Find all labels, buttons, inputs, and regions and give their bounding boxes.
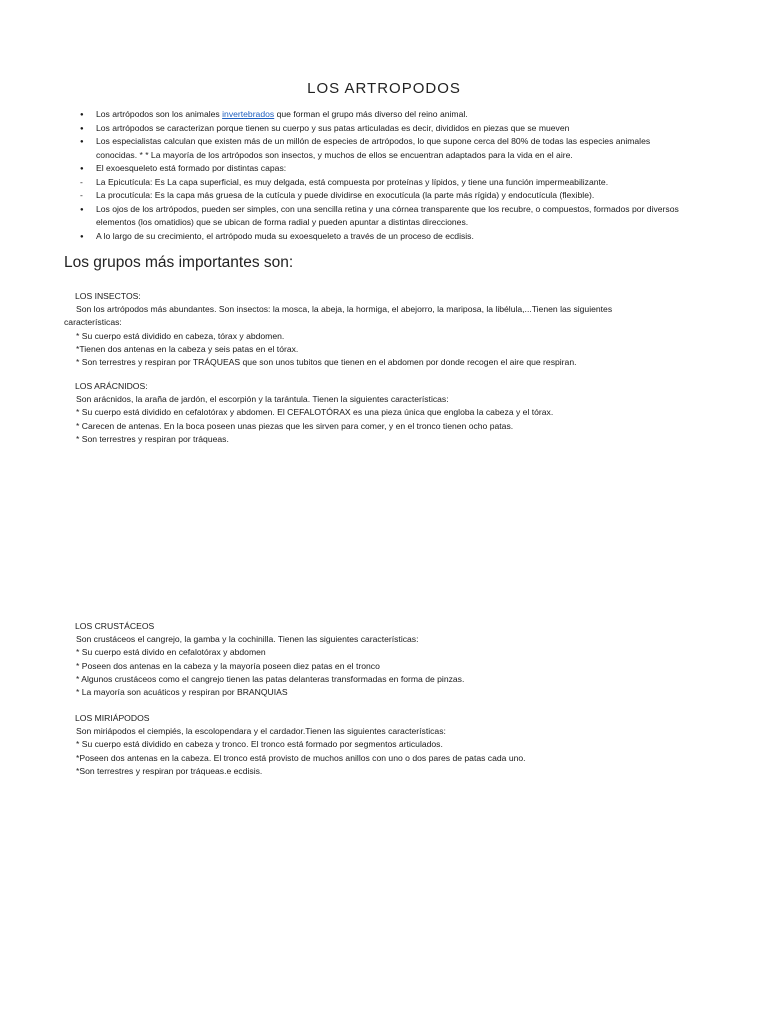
item-text: Los especialistas calculan que existen más de un millón de especies de artrópodos, lo que supone cerca del 80% de todas las especies animales conocidas. * * La mayoría de los artrópodos son insectos, y muchos de ellos se encuentran adaptados para la vida en el aire. bbox=[96, 136, 651, 160]
item-text: Los ojos de los artrópodos, pueden ser simples, con una sencilla retina y una córnea transparente que los recubre, o compuestos, formados por diversos elementos (los omatidios) que se ubican de forma radial y pueden apuntar a distintas direcciones. bbox=[96, 203, 679, 227]
item-text: A lo largo de su crecimiento, el artrópodo muda su exoesqueleto a través de un proceso de ecdisis. bbox=[96, 230, 474, 241]
list-item bbox=[80, 122, 690, 136]
dash-icon bbox=[80, 189, 92, 203]
section-line: *Tienen dos antenas en la cabeza y seis patas en el tórax. bbox=[76, 343, 299, 354]
section-line: * Su cuerpo está dividido en cabeza, tórax y abdomen. bbox=[76, 330, 285, 341]
item-text: La procutícula: Es la capa más gruesa de la cutícula y puede dividirse en exocutícula (la parte más rígida) y endocutícula (flexible). bbox=[96, 190, 595, 200]
section-line: *Son terrestres y respiran por tráqueas.e ecdisis. bbox=[76, 765, 263, 776]
bullet-icon bbox=[80, 230, 92, 246]
section-line: * Su cuerpo está dividido en cefalotórax y abdomen. El CEFALOTÓRAX es una pieza única que engloba la cabeza y el tórax. bbox=[76, 407, 554, 418]
item-text: Los artrópodos son los animales bbox=[96, 109, 223, 119]
list-item bbox=[80, 203, 690, 230]
section-intro: Son crustáceos el cangrejo, la gamba y la cochinilla. Tienen las siguientes características: bbox=[76, 634, 419, 645]
list-item bbox=[80, 189, 690, 203]
item-text: Los artrópodos se caracterizan porque tienen su cuerpo y sus patas articuladas es decir, divididos en piezas que se mueven bbox=[96, 122, 570, 133]
list-item bbox=[80, 108, 690, 122]
intro-bullet-list bbox=[80, 108, 690, 243]
invertebrados-link[interactable]: invertebrados bbox=[222, 109, 275, 119]
section-intro-cont: características: bbox=[64, 317, 122, 328]
section-line: * Su cuerpo está dividido en cabeza y tronco. El tronco está formado por segmentos articulados. bbox=[76, 739, 443, 750]
list-item bbox=[80, 135, 690, 162]
item-text: La Epicutícula: Es La capa superficial, es muy delgada, está compuesta por proteínas y lípidos, y tiene una función impermeabilizante. bbox=[96, 176, 609, 187]
section-miriapodos bbox=[64, 712, 694, 778]
section-line: * La mayoría son acuáticos y respiran por BRANQUIAS bbox=[76, 687, 288, 698]
section-title: LOS CRUSTÁCEOS bbox=[75, 621, 155, 631]
section-title: LOS INSECTOS: bbox=[75, 291, 141, 301]
section-insectos bbox=[64, 290, 694, 369]
section-intro: Son arácnidos, la araña de jardón, el escorpión y la tarántula. Tienen la siguientes características: bbox=[76, 394, 449, 405]
groups-heading: Los grupos más importantes son: bbox=[64, 254, 294, 271]
section-aracnidos bbox=[64, 380, 694, 446]
item-text: que forman el grupo más diverso del reino animal. bbox=[274, 109, 468, 119]
section-line: * Su cuerpo está divido en cefalotórax y abdomen bbox=[76, 647, 266, 658]
section-line: * Son terrestres y respiran por TRÁQUEAS que son unos tubitos que tienen en el abdomen por donde recogen el aire que respiran. bbox=[76, 357, 577, 368]
section-line: * Carecen de antenas. En la boca poseen unas piezas que les sirven para comer, y en el tronco tienen ocho patas. bbox=[76, 420, 514, 431]
list-item bbox=[80, 176, 690, 190]
section-line: * Algunos crustáceos como el cangrejo tienen las patas delanteras transformadas en forma de pinzas. bbox=[76, 673, 465, 684]
section-title: LOS MIRIÁPODOS bbox=[75, 713, 150, 723]
section-line: * Poseen dos antenas en la cabeza y la mayoría poseen diez patas en el tronco bbox=[76, 660, 380, 671]
section-line: *Poseen dos antenas en la cabeza. El tronco está provisto de muchos anillos con uno o dos pares de patas cada uno. bbox=[76, 752, 526, 763]
section-line: * Son terrestres y respiran por tráqueas. bbox=[76, 433, 229, 444]
bullet-icon bbox=[80, 203, 92, 219]
bullet-icon bbox=[80, 135, 92, 151]
page-title: LOS ARTROPODOS bbox=[307, 80, 461, 97]
section-title: LOS ARÁCNIDOS: bbox=[75, 381, 148, 391]
section-intro: Son los artrópodos más abundantes. Son insectos: la mosca, la abeja, la hormiga, el abejorro, la mariposa, la libélula,...Tienen las siguientes bbox=[76, 304, 613, 315]
section-crustaceos bbox=[64, 620, 694, 699]
list-item bbox=[80, 230, 690, 244]
section-intro: Son miriápodos el ciempiés, la escolopendara y el cardador.Tienen las siguientes características: bbox=[76, 726, 446, 737]
dash-icon bbox=[80, 176, 92, 190]
item-text: El exoesqueleto está formado por distintas capas: bbox=[96, 163, 287, 173]
list-item bbox=[80, 162, 690, 176]
